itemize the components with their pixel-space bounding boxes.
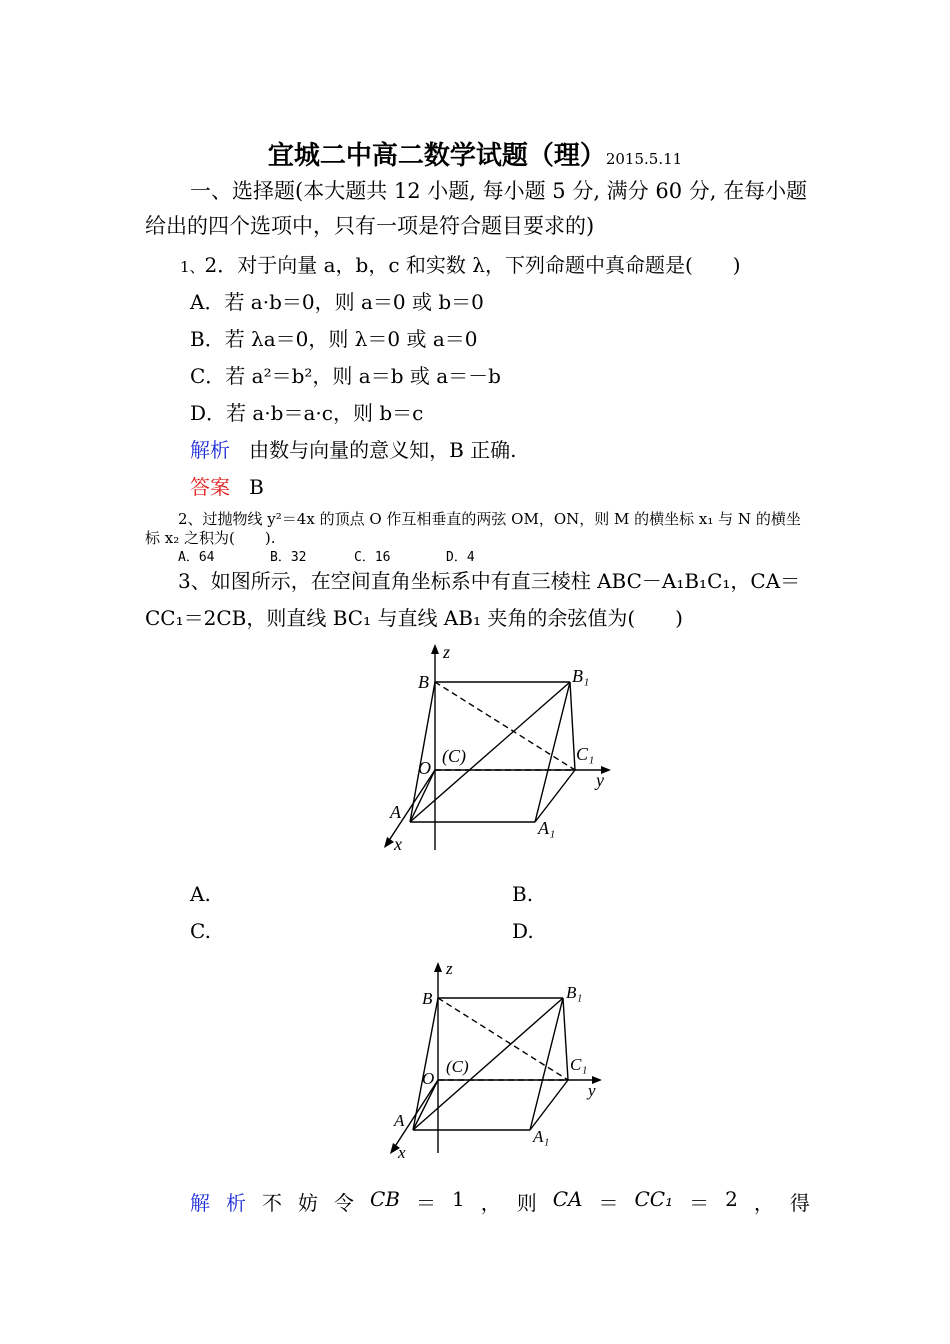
- label-c: (C): [446, 1057, 469, 1076]
- label-a: A: [390, 802, 401, 822]
- label-b1: B₁: [566, 983, 583, 1002]
- question-2-line2: 标 x₂ 之积为( ).: [145, 529, 276, 547]
- section-heading-line2: 给出的四个选项中，只有一项是符合题目要求的): [145, 214, 595, 238]
- question-1-option-c: C．若 a²＝b²，则 a＝b 或 a＝－b: [190, 364, 501, 388]
- question-3-option-a: A.: [190, 882, 211, 906]
- answer-text: B: [249, 475, 264, 499]
- label-x: x: [394, 834, 402, 854]
- label-c1: C₁: [576, 744, 595, 764]
- question-1-stem: [180, 249, 741, 278]
- label-c: (C): [442, 746, 466, 766]
- label-a1: A₁: [533, 1127, 550, 1146]
- answer-label: 答案: [190, 475, 230, 499]
- question-3-option-d: D.: [512, 919, 534, 943]
- label-b1: B₁: [572, 666, 590, 686]
- label-x: x: [398, 1143, 406, 1162]
- label-z: z: [446, 959, 453, 978]
- question-3-line1: 3、如图所示，在空间直角坐标系中有直三棱柱 ABC－A₁B₁C₁，CA＝: [178, 569, 801, 593]
- analysis-char: CC₁: [634, 1187, 674, 1211]
- question-3-option-c: C.: [190, 919, 211, 943]
- analysis-char: ＝: [416, 1191, 436, 1215]
- label-b: B: [418, 672, 429, 692]
- section-heading-line1: 一、选择题(本大题共 12 小题, 每小题 5 分, 满分 60 分, 在每小题: [190, 179, 808, 203]
- question-1-analysis: [190, 434, 517, 463]
- question-2-option-c: C．16: [354, 550, 391, 565]
- label-a: A: [394, 1111, 405, 1130]
- analysis-char: ，: [480, 1191, 501, 1215]
- analysis-char: 不: [262, 1191, 282, 1215]
- prism-figure-1: [370, 640, 620, 860]
- analysis-char: ，: [753, 1191, 774, 1215]
- question-2-line1: 2、过抛物线 y²＝4x 的顶点 O 作互相垂直的两弦 OM，ON，则 M 的横坐标 x₁ 与 N 的横坐: [178, 510, 801, 528]
- label-a1: A₁: [538, 818, 556, 838]
- analysis-char: 1: [452, 1187, 465, 1211]
- question-3-line2: CC₁＝2CB，则直线 BC₁ 与直线 AB₁ 夹角的余弦值为( ): [145, 606, 683, 630]
- analysis-char: ＝: [689, 1191, 710, 1215]
- prism-figure-2: [368, 958, 618, 1168]
- analysis-char: 妨: [298, 1191, 318, 1215]
- analysis-label: 解析: [190, 438, 230, 462]
- label-y: y: [588, 1081, 596, 1100]
- analysis-text: 由数与向量的意义知，B 正确.: [249, 438, 517, 462]
- analysis-char: ＝: [598, 1191, 619, 1215]
- analysis-char: 则: [516, 1191, 537, 1215]
- page-title: [0, 135, 950, 172]
- label-o: O: [418, 758, 431, 778]
- question-2-option-d: D．4: [446, 550, 475, 565]
- analysis-char: 得: [789, 1191, 810, 1215]
- question-2-option-b: B．32: [270, 550, 307, 565]
- question-1-option-b: B．若 λa＝0，则 λ＝0 或 a＝0: [190, 327, 478, 351]
- title-text: 宜城二中高二数学试题（理）: [267, 141, 606, 171]
- question-1-option-a: A．若 a·b＝0，则 a＝0 或 b＝0: [190, 290, 484, 314]
- analysis-char: CB: [370, 1187, 400, 1211]
- analysis-char: 解: [190, 1191, 210, 1215]
- title-date: 2015.5.11: [605, 150, 683, 168]
- analysis-char: 2: [725, 1187, 738, 1211]
- question-1-option-d: D．若 a·b＝a·c，则 b＝c: [190, 401, 424, 425]
- question-2-option-a: A．64: [178, 550, 215, 565]
- question-3-option-b: B.: [512, 882, 534, 906]
- label-y: y: [596, 770, 604, 790]
- label-z: z: [443, 642, 451, 662]
- question-1-answer: [190, 471, 264, 500]
- question-1-number: 1、: [180, 258, 205, 276]
- question-3-analysis: [190, 1187, 810, 1216]
- label-o: O: [422, 1069, 435, 1088]
- analysis-char: 令: [334, 1191, 354, 1215]
- analysis-char: CA: [552, 1187, 583, 1211]
- question-1-text: 2．对于向量 a，b，c 和实数 λ，下列命题中真命题是( ): [204, 253, 741, 277]
- analysis-char: 析: [226, 1191, 246, 1215]
- label-c1: C₁: [570, 1055, 588, 1074]
- label-b: B: [422, 989, 433, 1008]
